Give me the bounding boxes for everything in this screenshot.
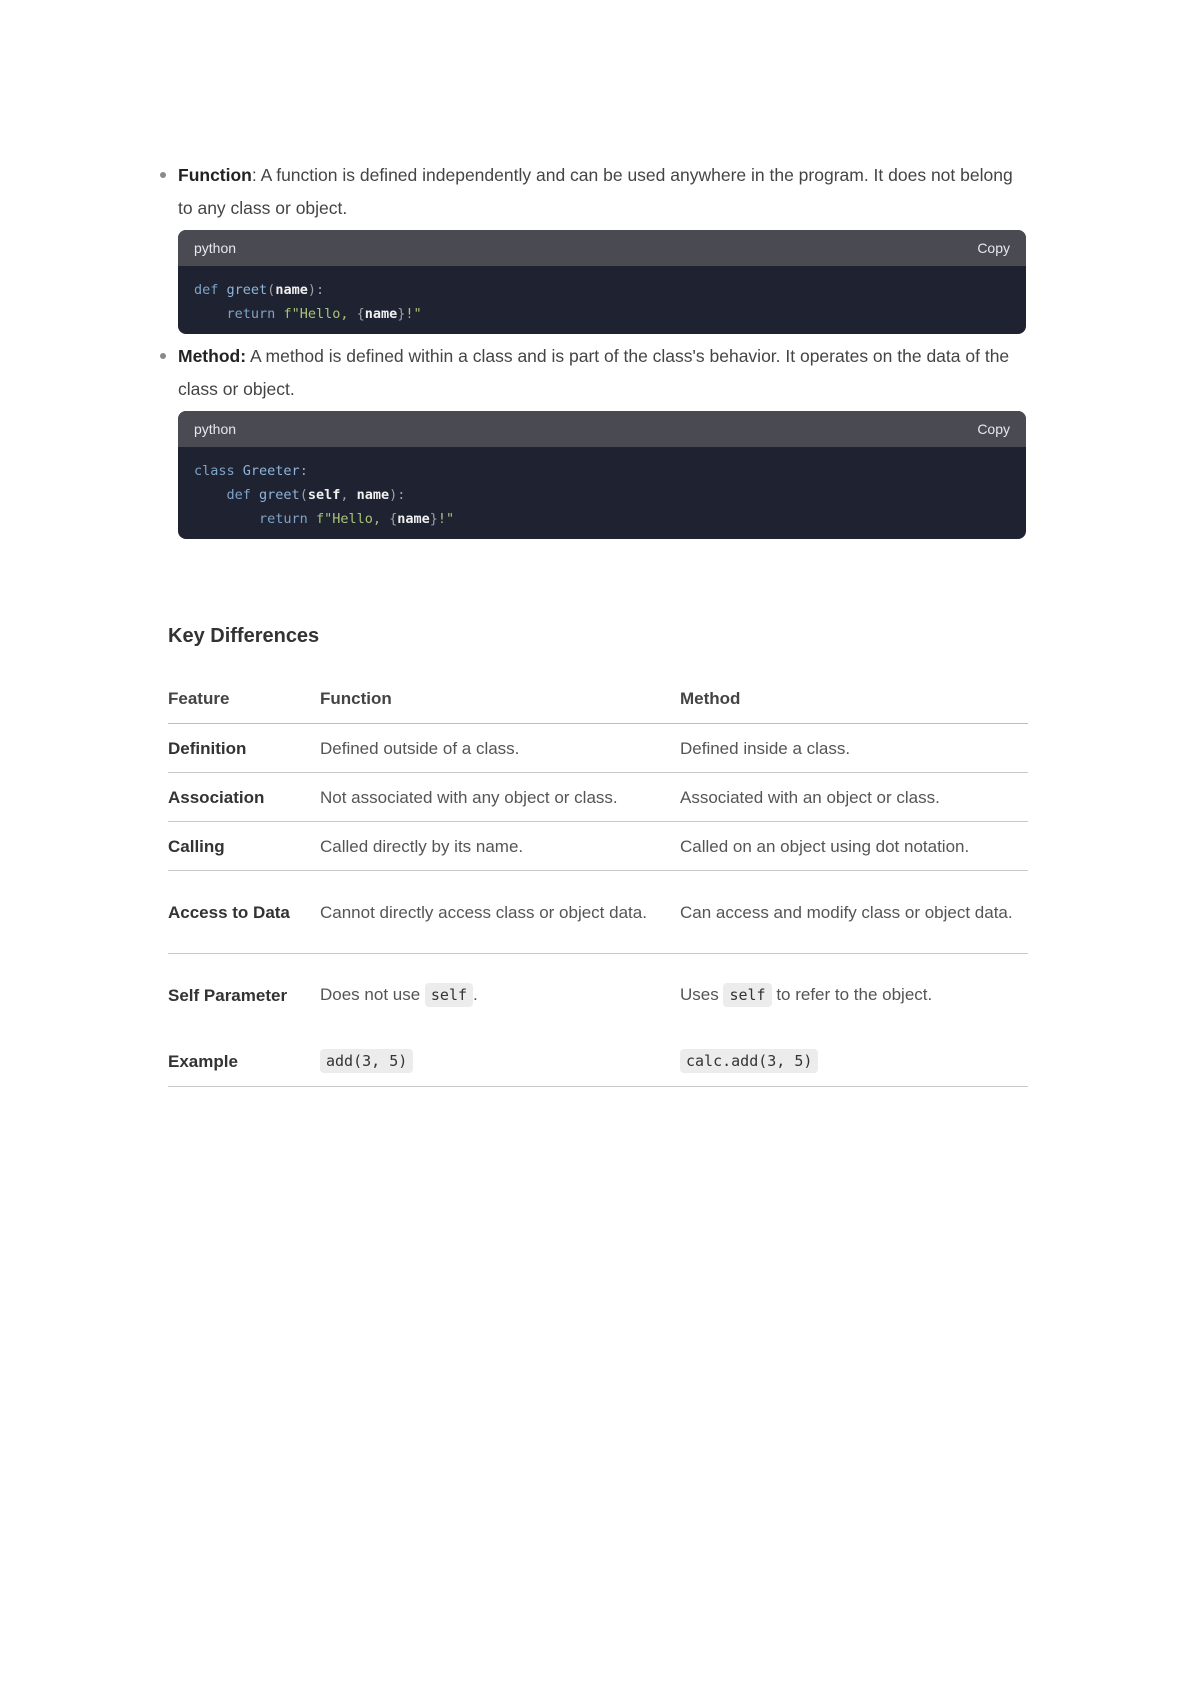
code-header — [178, 230, 1026, 266]
method-term: Method: — [178, 346, 247, 366]
row-feature: Definition — [168, 724, 320, 773]
table-row — [168, 954, 1028, 1037]
code-body[interactable] — [178, 447, 1026, 539]
header-feature: Feature — [168, 675, 320, 724]
table-row — [168, 822, 1028, 871]
code-line: return f"Hello, {name}!" — [259, 511, 455, 527]
cell-text: Does not use — [320, 985, 425, 1004]
function-text: : A function is defined independently and can be used anywhere in the program. It does not belong to any class or object. — [178, 165, 1013, 218]
bullet-dot-icon — [160, 353, 166, 359]
table-row — [168, 871, 1028, 954]
table-header-row — [168, 675, 1028, 724]
row-feature: Calling — [168, 822, 320, 871]
code-block-method — [178, 411, 1026, 539]
copy-button[interactable]: Copy — [977, 421, 1010, 437]
row-function: Cannot directly access class or object data. — [320, 871, 680, 954]
code-line: return f"Hello, {name}!" — [226, 306, 422, 322]
row-method: Associated with an object or class. — [680, 773, 1028, 822]
code-language-label: python — [194, 240, 237, 256]
row-method: Defined inside a class. — [680, 724, 1028, 773]
inline-code: self — [723, 983, 771, 1007]
row-method — [680, 1036, 1028, 1087]
code-line: class Greeter: — [194, 463, 308, 479]
inline-code: calc.add(3, 5) — [680, 1049, 818, 1073]
header-function: Function — [320, 675, 680, 724]
function-term: Function — [178, 165, 252, 185]
function-description — [178, 159, 1026, 225]
row-method: Called on an object using dot notation. — [680, 822, 1028, 871]
row-function: Not associated with any object or class. — [320, 773, 680, 822]
row-function — [320, 1036, 680, 1087]
key-differences-table — [168, 675, 1028, 1087]
table-row — [168, 773, 1028, 822]
inline-code: add(3, 5) — [320, 1049, 413, 1073]
row-method — [680, 954, 1028, 1037]
row-feature: Self Parameter — [168, 985, 288, 1005]
row-function: Called directly by its name. — [320, 822, 680, 871]
cell-text: . — [473, 985, 478, 1004]
table-row — [168, 724, 1028, 773]
method-description — [178, 340, 1026, 406]
code-header — [178, 411, 1026, 447]
cell-text: to refer to the object. — [771, 985, 933, 1004]
code-language-label: python — [194, 421, 237, 437]
section-heading: Key Differences — [168, 625, 320, 647]
row-function: Defined outside of a class. — [320, 724, 680, 773]
row-feature: Association — [168, 773, 320, 822]
code-line: def greet(name): — [194, 282, 325, 298]
row-method: Can access and modify class or object data. — [680, 871, 1028, 954]
code-line: def greet(self, name): — [226, 487, 406, 503]
copy-button[interactable]: Copy — [977, 240, 1010, 256]
row-feature: Example — [168, 1036, 320, 1087]
code-body[interactable] — [178, 266, 1026, 334]
row-function — [320, 954, 680, 1037]
header-method: Method — [680, 675, 1028, 724]
table-row — [168, 1036, 1028, 1087]
bullet-dot-icon — [160, 172, 166, 178]
method-text: A method is defined within a class and is part of the class's behavior. It operates on the data of the class or object. — [178, 346, 1010, 399]
inline-code: self — [425, 983, 473, 1007]
row-feature: Access to Data — [168, 871, 320, 954]
cell-text: Uses — [680, 985, 724, 1004]
code-block-function — [178, 230, 1026, 334]
